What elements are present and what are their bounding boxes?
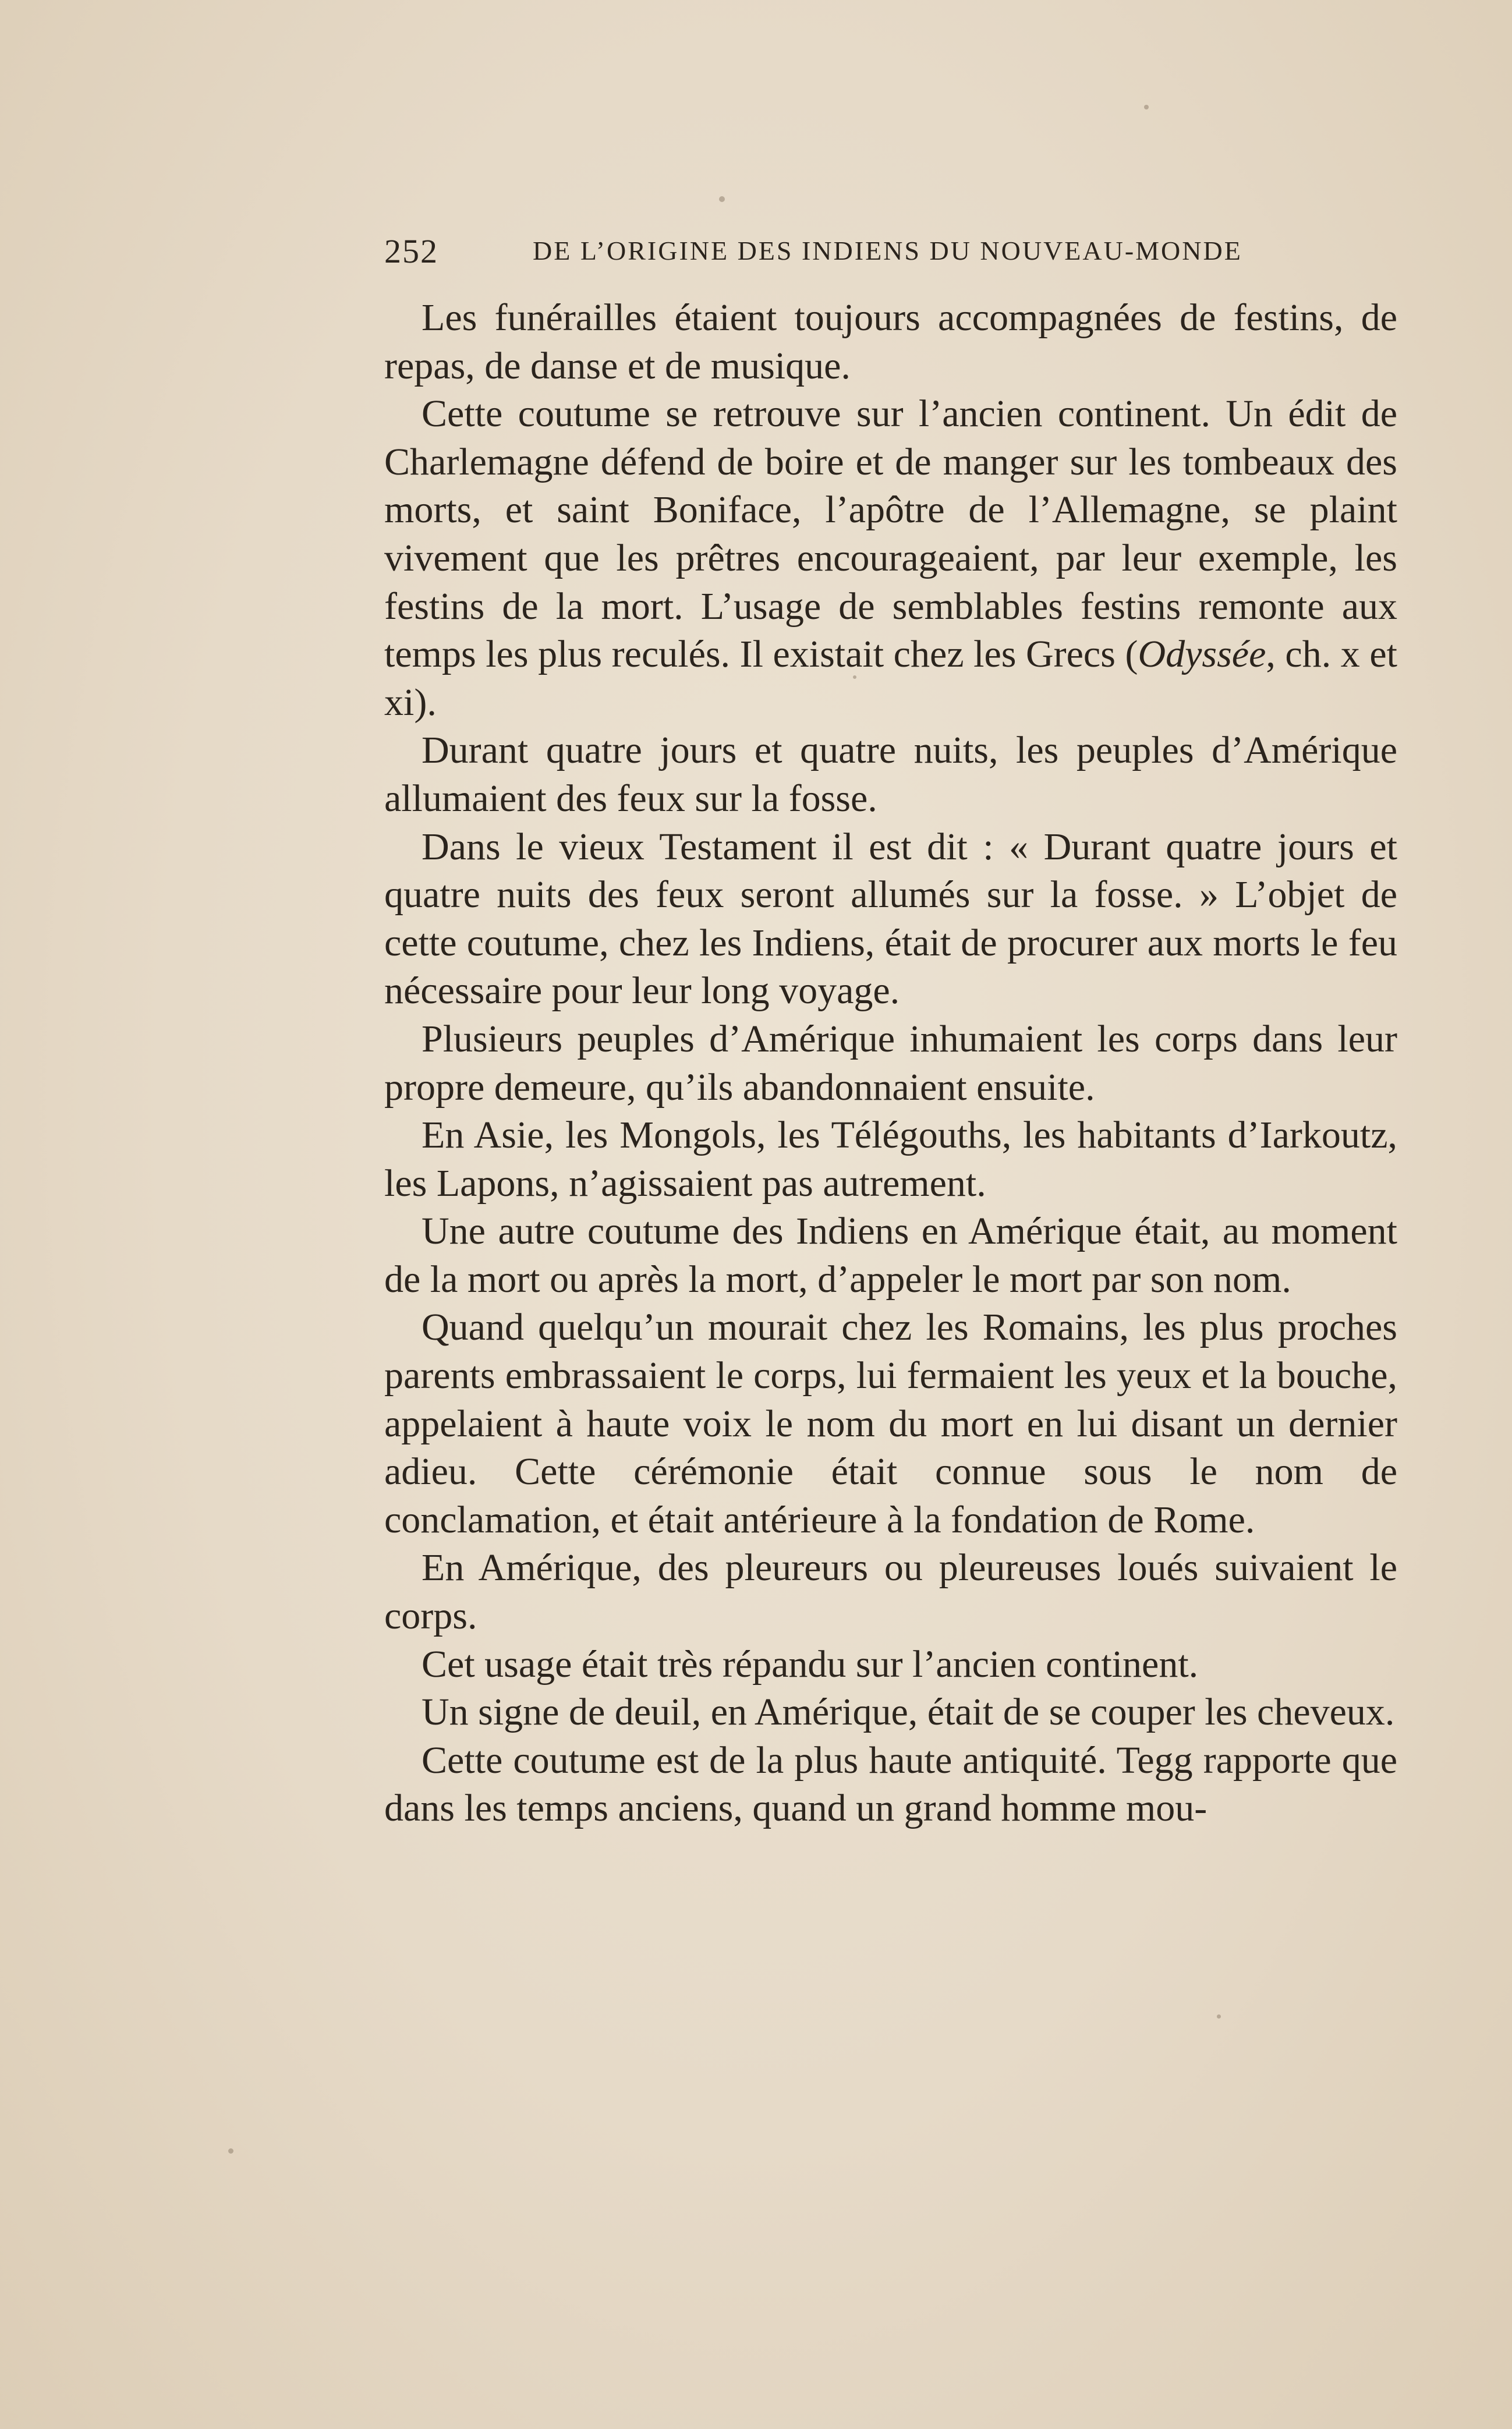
page-number: 252 <box>384 232 438 270</box>
running-title: DE L’ORIGINE DES INDIENS DU NOUVEAU-MONDE <box>533 236 1242 265</box>
paper-speck <box>853 675 856 679</box>
paragraph-11: Un signe de deuil, en Amérique, était de se couper les cheveux. <box>422 1691 1395 1734</box>
paragraph-8: Quand quelqu’un mourait chez les Romains, les plus proches parents embrassaient le corps, lui fermaient les yeux et la bouche, appelaient à haute voix le nom du mort en lui disant un dernier adieu. Cette cérémonie était connue sous le nom de conclamation, et était antérieure à la fondation de Rome. <box>384 1306 1397 1541</box>
paper-speck <box>1144 105 1149 109</box>
paragraph-9: En Amérique, des pleureurs ou pleureuses loués suivaient le corps. <box>384 1546 1397 1638</box>
paragraph-12: Cette coutume est de la plus haute antiquité. Tegg rapporte que dans les temps anciens, quand un grand homme mou- <box>384 1738 1397 1830</box>
page-header <box>384 232 1397 272</box>
body-text <box>384 294 1397 1982</box>
paragraph-7: Une autre coutume des Indiens en Amérique était, au moment de la mort ou après la mort, d’appeler le mort par son nom. <box>384 1210 1397 1301</box>
citation-after: , ch. x et xi). <box>384 633 1397 724</box>
paragraph-2-text: Cette coutume se retrouve sur l’ancien continent. Un édit de Charlemagne défend de boire et de manger sur les tombeaux des morts, et saint Boniface, l’apôtre de l’Allemagne, se plaint vivement que les prêtres encourageaient, par leur exemple, les festins de la mort. L’usage de semblables festins remonte aux temps les plus reculés. Il existait chez les Grecs ( <box>384 392 1397 676</box>
paper-speck <box>228 2148 233 2154</box>
citation-work: Odyssée <box>1138 633 1266 676</box>
paragraph-6: En Asie, les Mongols, les Télégouths, les habitants d’Iarkoutz, les Lapons, n’agissaient pas autrement. <box>384 1114 1397 1205</box>
paragraph-4: Dans le vieux Testament il est dit : « Durant quatre jours et quatre nuits des feux seront allumés sur la fosse. » L’objet de cette coutume, chez les Indiens, était de procurer aux morts le feu nécessaire pour leur long voyage. <box>384 825 1397 1012</box>
paragraph-5: Plusieurs peuples d’Amérique inhumaient les corps dans leur propre demeure, qu’ils abandonnaient ensuite. <box>384 1017 1397 1109</box>
paper-speck <box>719 196 725 202</box>
paper-speck <box>1217 2014 1221 2019</box>
paragraph-2 <box>384 390 1397 727</box>
paragraph-1: Les funérailles étaient toujours accompagnées de festins, de repas, de danse et de musique. <box>384 296 1397 387</box>
paragraph-10: Cet usage était très répandu sur l’ancien continent. <box>422 1642 1199 1686</box>
paragraph-3: Durant quatre jours et quatre nuits, les peuples d’Amérique allumaient des feux sur la fosse. <box>384 729 1397 820</box>
